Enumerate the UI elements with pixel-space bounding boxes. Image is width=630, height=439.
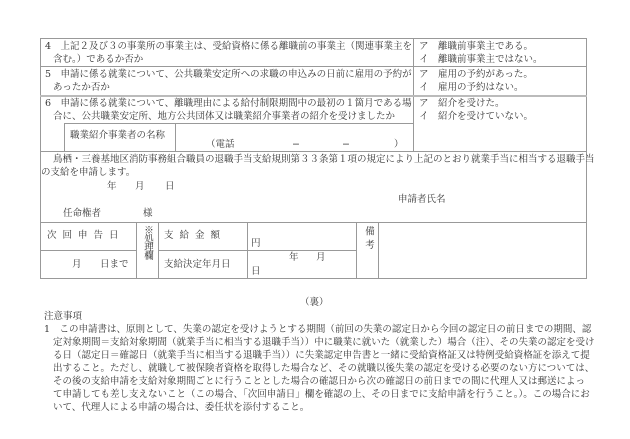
note-1-line-5: その後の支給申請を支給対象期間ごとに行うこととした場合の確認日から次の確認日の前日までの間に代理人又は郵送によっ bbox=[53, 376, 586, 387]
notes-title: 注意事項 bbox=[44, 311, 83, 322]
note-1-line-7: いて、代理人による申請の場合は、委任状を添付すること。 bbox=[53, 402, 310, 413]
proc-row-divider-mid bbox=[158, 250, 356, 251]
phone-open-label: （電話 bbox=[206, 139, 235, 150]
amount-label: 支給金額 bbox=[164, 230, 227, 241]
note-1-line-4: 出すること。ただし、就職して被保険者資格を取得した場合など、その就職以後失業の認定を受ける必要のない方については、 bbox=[53, 363, 595, 374]
phone-dash-1: − bbox=[292, 139, 300, 150]
question-5-text-line2: あったか否か bbox=[53, 82, 110, 93]
note-1-line-2: 定対象期間＝支給対象期間（就業手当に相当する退職手当））中に職業に就いた（就業した）場合（注）、その失業の認定を受け bbox=[53, 337, 595, 348]
declaration-text-line2: の支給を申請します。 bbox=[41, 167, 136, 178]
question-4-option-b[interactable]: イ 離職前事業主ではない。 bbox=[419, 54, 543, 65]
next-report-until[interactable]: 日まで bbox=[100, 259, 129, 270]
question-5-option-a[interactable]: ア 雇用の予約があった。 bbox=[419, 69, 533, 80]
question-6-option-b[interactable]: イ 紹介を受けていない。 bbox=[419, 111, 534, 122]
remarks-label: 備考 bbox=[363, 226, 374, 253]
next-report-month[interactable]: 月 bbox=[72, 259, 82, 270]
appointer-suffix: 様 bbox=[143, 208, 153, 219]
next-report-date-label: 次回申告日 bbox=[47, 230, 125, 241]
proc-divider-4 bbox=[356, 222, 357, 279]
proc-divider-1 bbox=[136, 222, 137, 279]
question-4-text-line1: 4 上記２及び３の事業所の事業主は、受給資格に係る離職前の事業主（関連事業主を bbox=[45, 41, 413, 52]
decision-date-month[interactable]: 月 bbox=[316, 252, 326, 263]
phone-dash-2: − bbox=[342, 139, 350, 150]
phone-close: ） bbox=[394, 139, 404, 150]
question-6-text-line1: 6 申請に係る就業について、離職理由による給付制限期間中の最初の１箇月である場 bbox=[45, 98, 412, 109]
amount-unit: 円 bbox=[251, 238, 261, 249]
declaration-text-line1: 鳥栖・三養基地区消防事務組合職員の退職手当支給規則第３３条第１項の規定により上記のとおり就業手当に相当する退職手当 bbox=[53, 154, 595, 165]
decision-date-label: 支給決定年月日 bbox=[164, 259, 231, 270]
question-4-option-a[interactable]: ア 離職前事業主である。 bbox=[419, 41, 534, 52]
question-6-text-line2: 合に、公共職業安定所、地方公共団体又は職業紹介事業者の紹介を受けましたか bbox=[53, 111, 396, 122]
amount-field[interactable] bbox=[262, 223, 355, 249]
decision-date-day[interactable]: 日 bbox=[251, 266, 261, 277]
note-1-line-3: る日（認定日＝確認日（就業手当に相当する退職手当））に失業認定申告書と一緒に受給資格証又は特例受給資格証を添えて提 bbox=[53, 350, 590, 361]
note-1-line-6: て申請しても差し支えないこと（この場合、「次回申請日」欄を確認の上、その日までに支給申請を行うこと。）。この場合にお bbox=[53, 389, 590, 400]
application-date-day[interactable]: 日 bbox=[165, 181, 175, 192]
proc-row-divider-left bbox=[40, 250, 136, 251]
application-date-year[interactable]: 年 bbox=[107, 181, 117, 192]
applicant-name-label: 申請者氏名 bbox=[398, 194, 446, 205]
agency-left-border bbox=[64, 123, 65, 152]
applicant-name-field[interactable] bbox=[450, 190, 580, 206]
row-divider bbox=[40, 66, 587, 67]
question-6-option-a[interactable]: ア 紹介を受けた。 bbox=[419, 98, 505, 109]
decision-date-year[interactable]: 年 bbox=[289, 252, 299, 263]
back-side-marker: （裏） bbox=[300, 297, 329, 308]
note-1-line-1: 1 この申請書は、原則として、失業の認定を受けようとする期間（前回の失業の認定日から今回の認定日の前日までの期間、認 bbox=[44, 324, 592, 335]
application-date-month[interactable]: 月 bbox=[135, 181, 145, 192]
question-5-option-b[interactable]: イ 雇用の予約はない。 bbox=[419, 82, 524, 93]
agency-name-label: 職業紹介事業者の名称 bbox=[70, 130, 166, 141]
question-4-text-line2: 含む。）であるか否か bbox=[53, 54, 144, 65]
processing-column-label: ※処理欄 bbox=[142, 225, 153, 259]
appointer-label: 任命権者 bbox=[63, 208, 102, 219]
remarks-field[interactable] bbox=[379, 223, 586, 278]
question-5-text-line1: 5 申請に係る就業について、公共職業安定所への求職の申込みの日前に雇用の予約が bbox=[45, 69, 412, 80]
